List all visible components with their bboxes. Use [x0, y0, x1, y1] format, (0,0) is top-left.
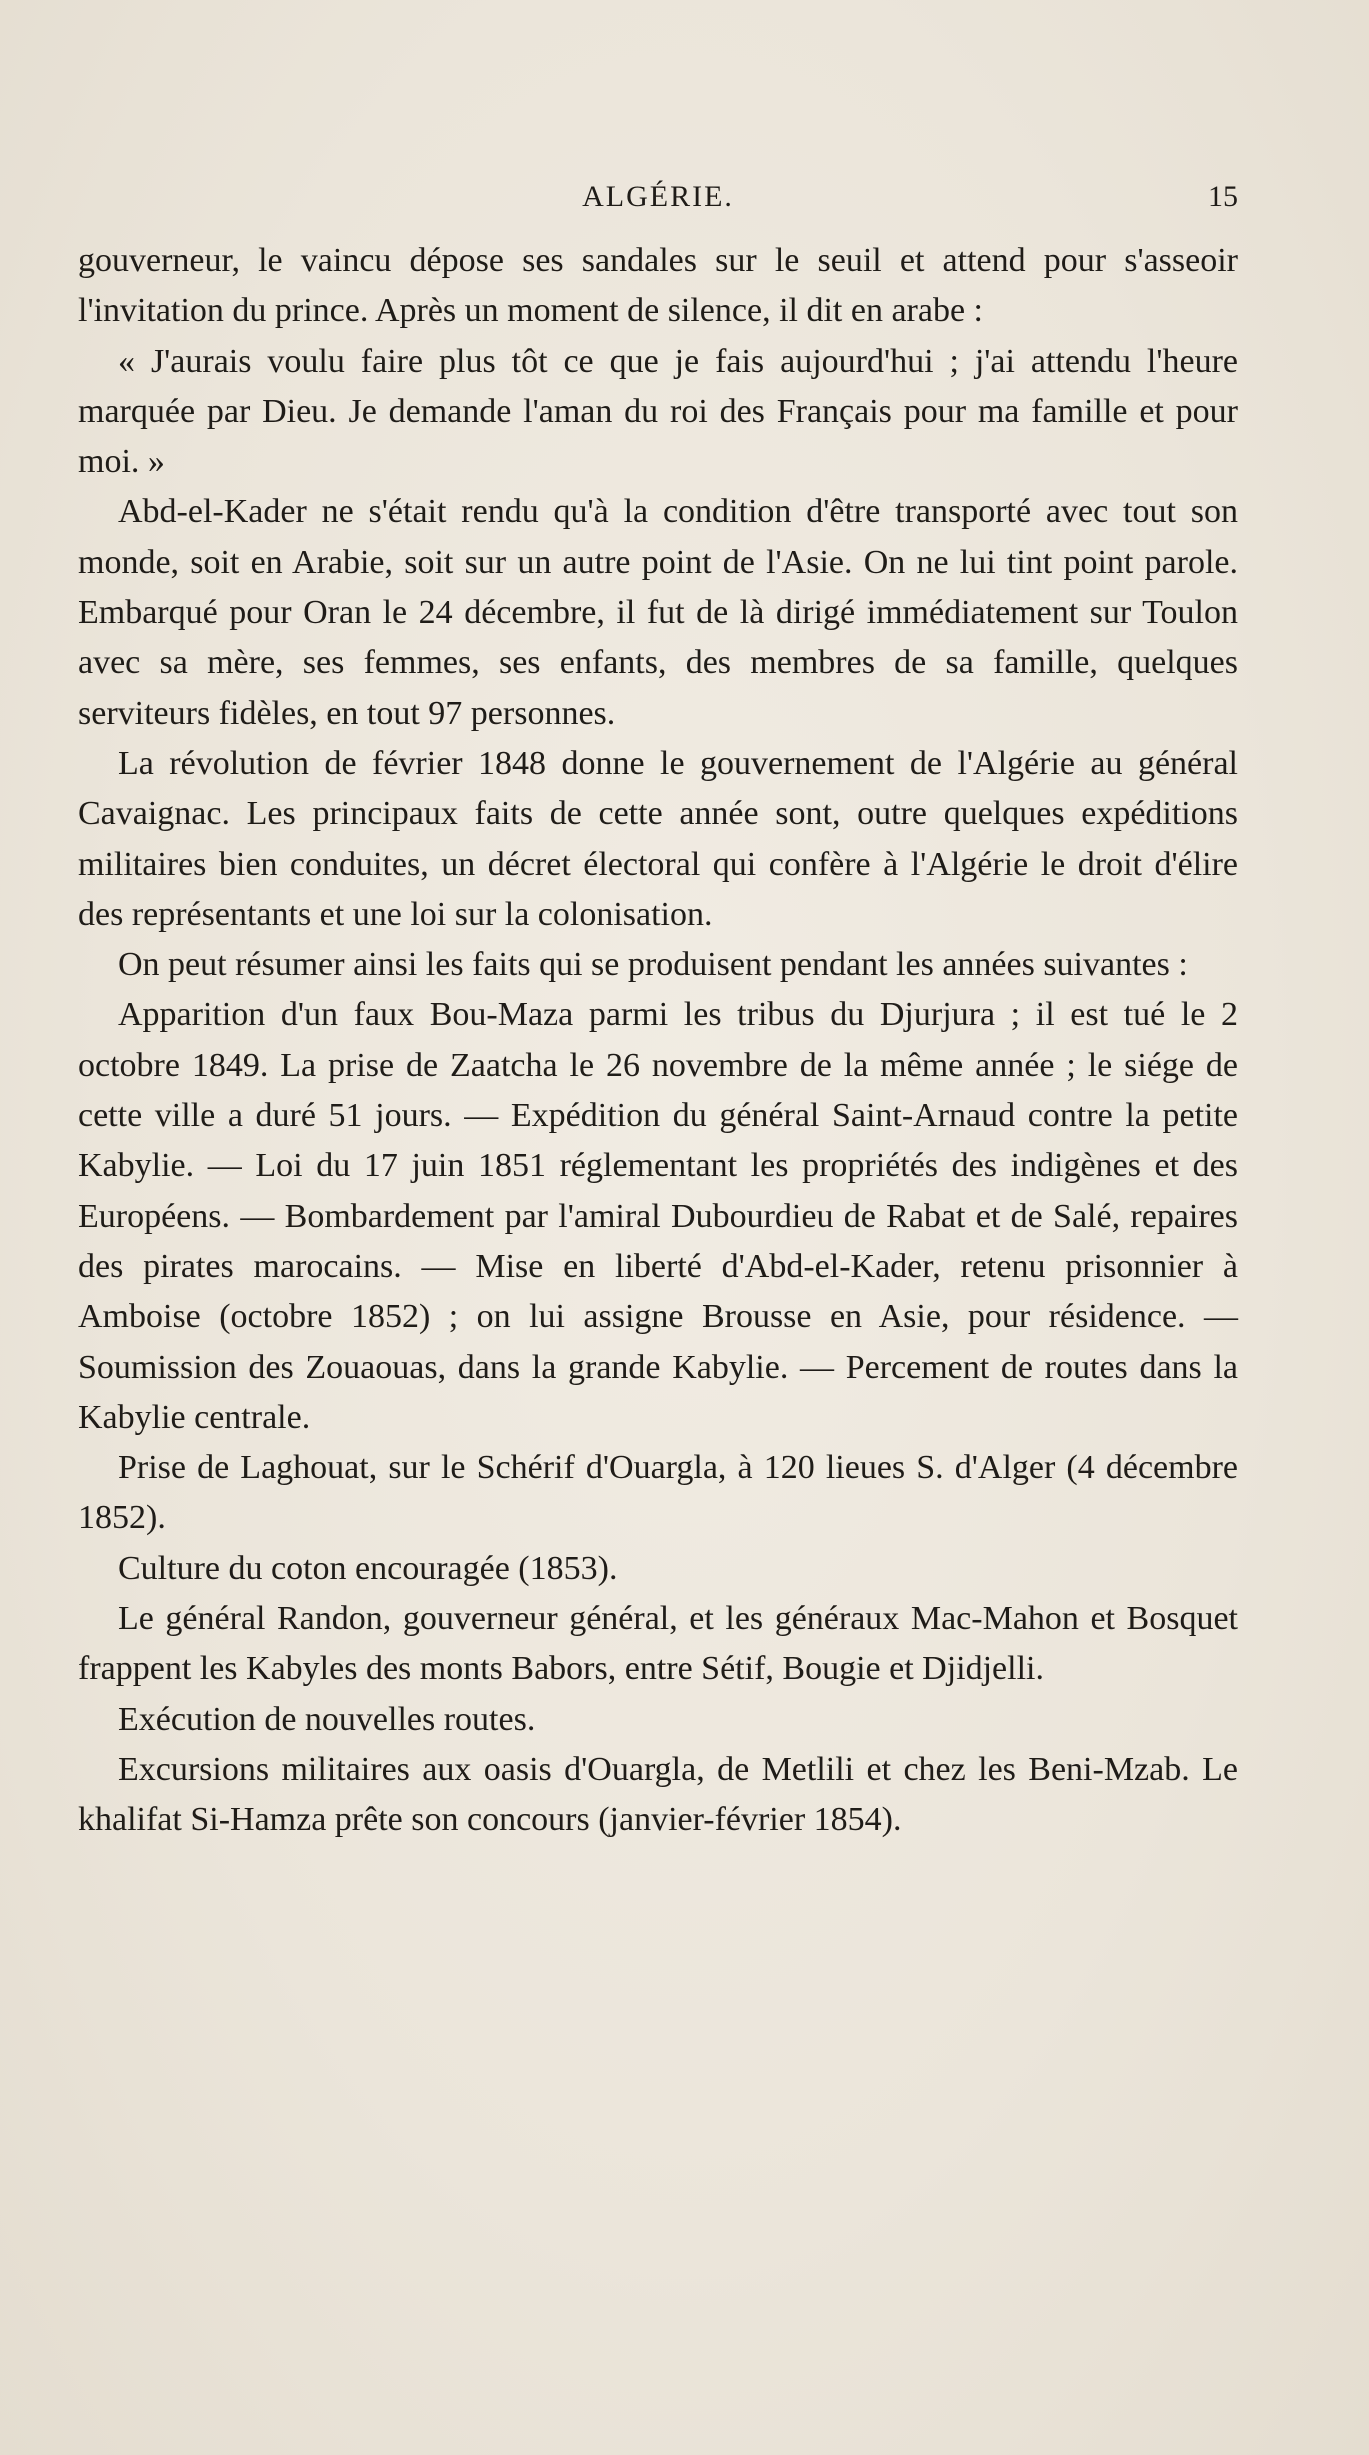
body-text	[78, 236, 1238, 1846]
paragraph: On peut résumer ainsi les faits qui se produisent pendant les années suivantes :	[118, 946, 1188, 984]
paragraph: « J'aurais voulu faire plus tôt ce que je fais aujourd'hui ; j'ai attendu l'heure marquée par Dieu. Je demande l'aman du roi des Français pour ma famille et pour moi. »	[78, 342, 1238, 481]
paragraph: Apparition d'un faux Bou-Maza parmi les tribus du Djurjura ; il est tué le 2 octobre 1849. La prise de Zaatcha le 26 novembre de la même année ; le siége de cette ville a duré 51 jours. — Expédition du général Saint-Arnaud contre la petite Kabylie. — Loi du 17 juin 1851 réglementant les propriétés des indigènes et des Européens. — Bombardement par l'amiral Dubourdieu de Rabat et de Salé, repaires des pirates marocains. — Mise en liberté d'Abd-el-Kader, retenu prisonnier à Amboise (octobre 1852) ; on lui assigne Brousse en Asie, pour résidence. — Soumission des Zouaouas, dans la grande Kabylie. — Percement de routes dans la Kabylie centrale.	[78, 996, 1238, 1436]
paragraph: Le général Randon, gouverneur général, et les généraux Mac-Mahon et Bosquet frappent les Kabyles des monts Babors, entre Sétif, Bougie et Djidjelli.	[78, 1600, 1238, 1688]
page-header	[78, 180, 1238, 224]
paragraph: La révolution de février 1848 donne le gouvernement de l'Algérie au général Cavaignac. Les principaux faits de cette année sont, outre quelques expéditions militaires bien conduites, un décret électoral qui confère à l'Algérie le droit d'élire des représentants et une loi sur la colonisation.	[78, 744, 1238, 933]
paragraph: Prise de Laghouat, sur le Schérif d'Ouargla, à 120 lieues S. d'Alger (4 décembre 1852).	[78, 1449, 1238, 1537]
paragraph: gouverneur, le vaincu dépose ses sandales sur le seuil et attend pour s'asseoir l'invitation du prince. Après un moment de silence, il dit en arabe :	[78, 242, 1238, 330]
paragraph: Exécution de nouvelles routes.	[118, 1700, 536, 1738]
paragraph: Culture du coton encouragée (1853).	[118, 1549, 618, 1587]
page-number: 15	[1208, 180, 1238, 213]
paragraph: Excursions militaires aux oasis d'Ouargla, de Metlili et chez les Beni-Mzab. Le khalifat Si-Hamza prête son concours (janvier-février 1854).	[78, 1750, 1238, 1839]
running-title: ALGÉRIE.	[582, 180, 734, 213]
paragraph: Abd-el-Kader ne s'était rendu qu'à la condition d'être transporté avec tout son monde, soit en Arabie, soit sur un autre point de l'Asie. On ne lui tint point parole. Embarqué pour Oran le 24 décembre, il fut de là dirigé immédiatement sur Toulon avec sa mère, ses femmes, ses enfants, des membres de sa famille, quelques serviteurs fidèles, en tout 97 personnes.	[78, 493, 1238, 732]
